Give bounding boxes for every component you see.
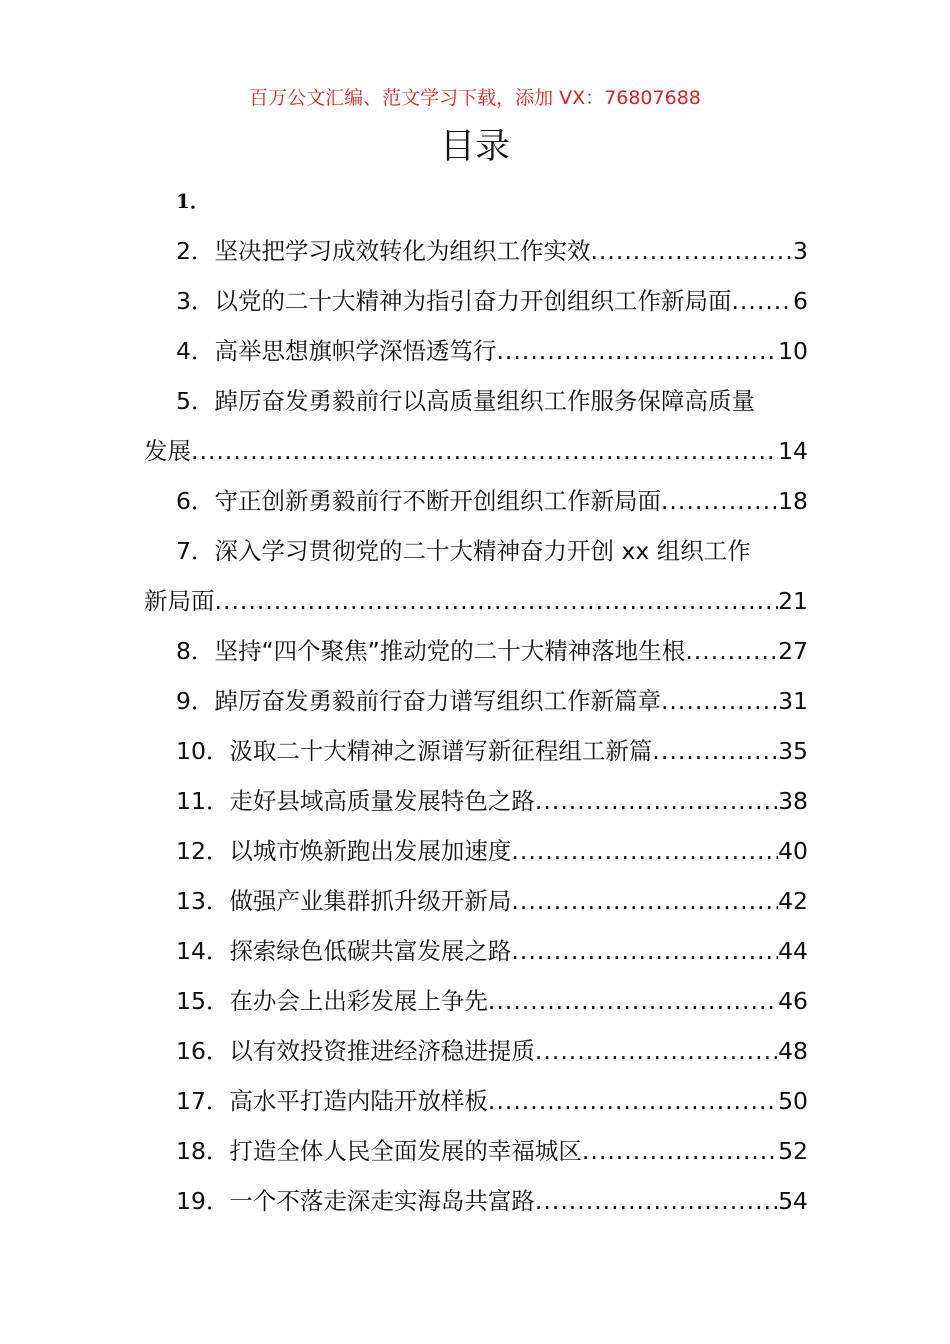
toc-entry[interactable] (144, 776, 808, 826)
toc-page-number: 44 (778, 937, 808, 965)
toc-entry-label: 新局面 (144, 587, 215, 615)
toc-entry[interactable] (144, 826, 808, 876)
toc-entry-number: 1． (176, 189, 210, 213)
toc-leader (488, 976, 778, 1026)
toc-entry[interactable] (144, 276, 808, 326)
toc-page-number: 50 (778, 1087, 808, 1115)
toc-page-number: 35 (778, 737, 808, 765)
toc-entry-label: 发展 (144, 437, 191, 465)
toc-entry[interactable] (144, 1176, 808, 1226)
toc-entry[interactable] (144, 626, 808, 676)
toc-leader (511, 826, 778, 876)
toc-entry-label: 10．汲取二十大精神之源谱写新征程组工新篇 (176, 737, 653, 765)
toc-entry-label: 2．坚决把学习成效转化为组织工作实效 (176, 237, 591, 265)
toc-entry-label: 8．坚持“四个聚焦”推动党的二十大精神落地生根 (176, 637, 686, 665)
page-title: 目录 (439, 127, 510, 167)
toc-entry-label: 6．守正创新勇毅前行不断开创组织工作新局面 (176, 487, 661, 515)
toc-leader (496, 326, 778, 376)
toc-page-number: 18 (778, 487, 808, 515)
toc-entry-label: 5．踔厉奋发勇毅前行以高质量组织工作服务保障高质量 (176, 387, 755, 415)
toc-entry[interactable] (144, 976, 808, 1026)
toc-entry-label: 15．在办会上出彩发展上争先 (176, 987, 488, 1015)
toc-entry[interactable] (144, 376, 808, 426)
table-of-contents (144, 176, 808, 1226)
toc-entry[interactable] (144, 326, 808, 376)
toc-page-number: 38 (778, 787, 808, 815)
toc-leader (590, 226, 793, 276)
toc-page-number: 31 (778, 687, 808, 715)
toc-leader (661, 476, 778, 526)
toc-entry-label: 11．走好县域高质量发展特色之路 (176, 787, 535, 815)
toc-entry-label: 18．打造全体人民全面发展的幸福城区 (176, 1137, 582, 1165)
toc-entry[interactable] (144, 476, 808, 526)
toc-entry-label: 9．踔厉奋发勇毅前行奋力谱写组织工作新篇章 (176, 687, 661, 715)
toc-entry[interactable] (144, 226, 808, 276)
toc-page-number: 52 (778, 1137, 808, 1165)
toc-entry[interactable] (144, 526, 808, 576)
toc-leader (582, 1126, 778, 1176)
toc-entry-label: 7．深入学习贯彻党的二十大精神奋力开创 xx 组织工作 (176, 537, 751, 565)
toc-entry-label: 17．高水平打造内陆开放样板 (176, 1087, 488, 1115)
toc-entry[interactable] (144, 1126, 808, 1176)
toc-entry[interactable] (144, 1076, 808, 1126)
toc-entry-label: 3．以党的二十大精神为指引奋力开创组织工作新局面 (176, 287, 732, 315)
toc-leader (488, 1076, 778, 1126)
toc-entry-label: 14．探索绿色低碳共富发展之路 (176, 937, 512, 965)
toc-entry[interactable] (144, 926, 808, 976)
toc-leader (652, 726, 778, 776)
toc-leader (685, 626, 778, 676)
toc-entry-label: 19．一个不落走深走实海岛共富路 (176, 1187, 535, 1215)
toc-page-number: 46 (778, 987, 808, 1015)
header-note: 百万公文汇编、范文学习下载，添加 VX：76807688 (249, 87, 701, 109)
toc-entry-label: 4．高举思想旗帜学深悟透笃行 (176, 337, 497, 365)
toc-page-number: 6 (793, 287, 808, 315)
toc-entry[interactable] (144, 676, 808, 726)
toc-page-number: 54 (778, 1187, 808, 1215)
toc-leader (661, 676, 778, 726)
toc-leader (215, 576, 779, 626)
toc-entry-label: 16．以有效投资推进经济稳进提质 (176, 1037, 535, 1065)
toc-page-number: 3 (793, 237, 808, 265)
toc-entry-label: 13．做强产业集群抓升级开新局 (176, 887, 512, 915)
toc-page-number: 48 (778, 1037, 808, 1065)
toc-entry-continuation[interactable] (144, 426, 808, 476)
toc-page-number: 14 (778, 437, 808, 465)
toc-entry-label: 12．以城市焕新跑出发展加速度 (176, 837, 512, 865)
toc-leader (191, 426, 778, 476)
toc-leader (511, 876, 778, 926)
toc-page-number: 27 (778, 637, 808, 665)
toc-leader (511, 926, 778, 976)
toc-page-number: 21 (778, 587, 808, 615)
toc-entry[interactable] (144, 876, 808, 926)
toc-entry[interactable] (144, 1026, 808, 1076)
toc-page-number: 10 (778, 337, 808, 365)
toc-leader (731, 276, 793, 326)
toc-page-number: 42 (778, 887, 808, 915)
toc-entry[interactable] (144, 176, 808, 226)
toc-page-number: 40 (778, 837, 808, 865)
toc-leader (535, 776, 778, 826)
toc-entry-continuation[interactable] (144, 576, 808, 626)
toc-entry[interactable] (144, 726, 808, 776)
toc-leader (535, 1026, 778, 1076)
toc-leader (535, 1176, 778, 1226)
